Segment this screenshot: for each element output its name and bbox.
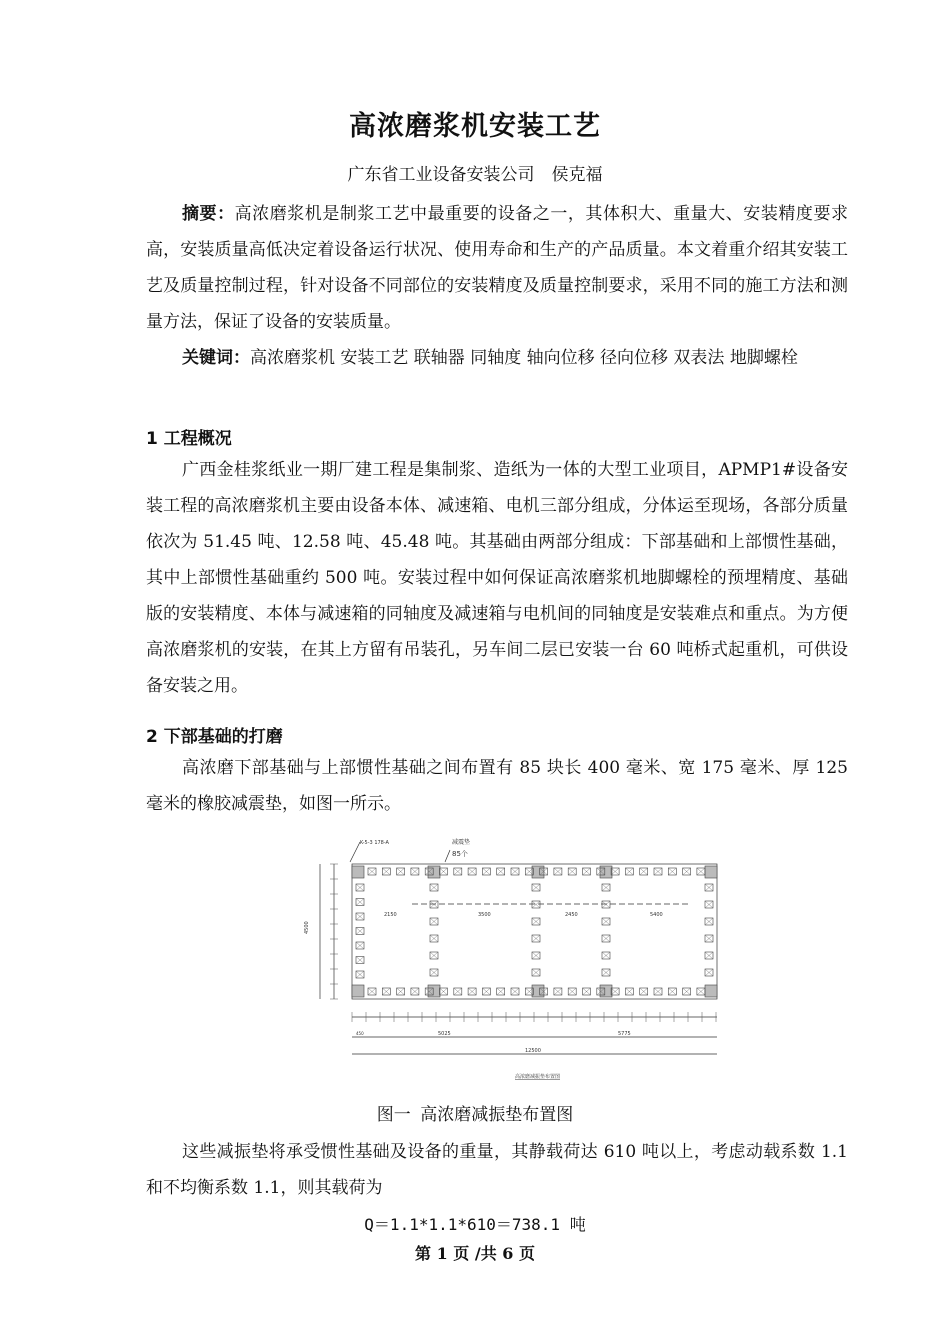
pad-bottom-cross [368, 988, 376, 995]
abstract-text: 高浓磨浆机是制浆工艺中最重要的设备之一，其体积大、重量大、安装精度要求高，安装质量高低决定着设备运行状况、使用寿命和生产的产品质量。本文着重介绍其安装工艺及质量控制过程，针对设备不同部位的安装精度及质量控制要求，采用不同的施工方法和测量方法，保证了设备的安装质量。 [146, 204, 849, 332]
pad-left-cross [356, 957, 364, 964]
section2-heading: 2 下部基础的打磨 [146, 727, 283, 747]
pad-inner-cross [705, 884, 713, 891]
ref-leader-line [350, 842, 360, 862]
pad-inner-cross [705, 901, 713, 908]
pad-bottom-cross [668, 988, 676, 995]
pad-top-cross [511, 868, 519, 875]
anchor-block [705, 985, 717, 997]
keywords-text: 高浓磨浆机 安装工艺 联轴器 同轴度 轴向位移 径向位移 双表法 地脚螺栓 [250, 348, 798, 368]
pad-top-cross [482, 868, 490, 875]
pad-inner-cross [532, 935, 540, 942]
pad-inner-cross [430, 918, 438, 925]
section1-paragraph: 广西金桂浆纸业一期厂建工程是集制浆、造纸为一体的大型工业项目，APMP1#设备安装工程的高浓磨浆机主要由设备本体、减速箱、电机三部分组成，分体运至现场，各部分质量依次为 51.45 吨、12.58 吨、45.48 吨。其基础由两部分组成：下部基础和上部惯性基础，其中上部惯性基础重约 500 吨。安装过程中如何保证高浓磨浆机地脚螺栓的预埋精度、基础版的安装精度、本体与减速箱的同轴度及减速箱与电机间的同轴度是安装难点和重点。为方便高浓磨浆机的安装，在其上方留有吊装孔，另车间二层已安装一台 60 吨桥式起重机，可供设备安装之用。 [146, 460, 848, 696]
pad-bottom-cross [397, 988, 405, 995]
drawing-title: 高浓磨减振垫布置图 [515, 1074, 561, 1080]
anchor-block [352, 985, 364, 997]
pad-inner-cross [705, 935, 713, 942]
pad-left-cross [356, 913, 364, 920]
pad-top-cross [497, 868, 505, 875]
pad-inner-cross [705, 918, 713, 925]
pad-label: 减震垫 [452, 839, 471, 846]
dim-label-2450: 2450 [565, 912, 578, 918]
pad-top-cross [640, 868, 648, 875]
pad-bottom-cross [697, 988, 705, 995]
pad-bottom-cross [583, 988, 591, 995]
pad-inner-cross [705, 969, 713, 976]
pad-inner-cross [602, 918, 610, 925]
figure-pad-layout [300, 832, 730, 1087]
pad-top-cross [654, 868, 662, 875]
pad-top-cross [382, 868, 390, 875]
pad-inner-cross [430, 901, 438, 908]
dim-label-2150: 2150 [384, 912, 397, 918]
pad-bottom-cross [411, 988, 419, 995]
pad-inner-cross [602, 901, 610, 908]
pad-inner-cross [705, 952, 713, 959]
pad-bottom-cross [468, 988, 476, 995]
pad-inner-cross [532, 918, 540, 925]
pad-bottom-cross [497, 988, 505, 995]
section1-heading: 1 工程概况 [146, 429, 232, 449]
pad-inner-cross [532, 901, 540, 908]
anchor-block [352, 866, 364, 878]
load-paragraph: 这些减振垫将承受惯性基础及设备的重量，其静载荷达 610 吨以上，考虑动载系数 1.1 和不均衡系数 1.1，则其载荷为 [146, 1142, 848, 1198]
pad-bottom-cross [568, 988, 576, 995]
pad-inner-cross [532, 884, 540, 891]
figure-caption: 图一 高浓磨减振垫布置图 [376, 1105, 574, 1125]
ref-label: K-5-3 178-A [360, 840, 389, 846]
pad-left-cross [356, 884, 364, 891]
dim-label-small: 450 [356, 1031, 364, 1036]
pad-top-cross [697, 868, 705, 875]
pad-top-cross [411, 868, 419, 875]
abstract-paragraph [146, 196, 848, 340]
pad-bottom-cross [440, 988, 448, 995]
pad-inner-cross [602, 935, 610, 942]
document-title: 高浓磨浆机安装工艺 [349, 111, 601, 142]
pad-bottom-cross [554, 988, 562, 995]
pad-inner-cross [430, 884, 438, 891]
pad-top-cross [468, 868, 476, 875]
dim-label-5775: 5775 [618, 1031, 631, 1037]
anchor-block [705, 866, 717, 878]
dim-label-total: 12500 [525, 1048, 541, 1054]
pad-top-cross [454, 868, 462, 875]
pad-bottom-cross [454, 988, 462, 995]
pad-top-cross [568, 868, 576, 875]
pad-top-cross [397, 868, 405, 875]
section2-paragraph: 高浓磨下部基础与上部惯性基础之间布置有 85 块长 400 毫米、宽 175 毫米、厚 125 毫米的橡胶减震垫，如图一所示。 [146, 758, 848, 814]
pad-bottom-cross [640, 988, 648, 995]
pad-layout-drawing [300, 832, 730, 1087]
pad-inner-cross [532, 969, 540, 976]
pad-bottom-cross [625, 988, 633, 995]
page-footer: 第 1 页 /共 6 页 [415, 1244, 535, 1263]
pad-inner-cross [602, 884, 610, 891]
pad-inner-cross [430, 969, 438, 976]
load-formula: Q＝1.1*1.1*610＝738.1 吨 [364, 1215, 586, 1234]
dim-label-5025: 5025 [438, 1031, 451, 1037]
pad-bottom-cross [654, 988, 662, 995]
pad-top-cross [583, 868, 591, 875]
keywords-paragraph [146, 340, 848, 376]
pad-top-cross [368, 868, 376, 875]
pad-top-cross [683, 868, 691, 875]
pad-top-cross [668, 868, 676, 875]
pad-inner-cross [602, 969, 610, 976]
pad-inner-cross [430, 952, 438, 959]
dim-label-3500: 3500 [478, 912, 491, 918]
author-line: 广东省工业设备安装公司 侯克福 [347, 165, 603, 185]
pad-count-label: 85个 [452, 850, 468, 858]
pad-top-cross [440, 868, 448, 875]
pad-top-cross [625, 868, 633, 875]
pad-top-cross [554, 868, 562, 875]
pad-bottom-cross [382, 988, 390, 995]
abstract-label: 摘要： [182, 204, 235, 224]
pad-left-cross [356, 928, 364, 935]
keywords-label: 关键词： [182, 348, 250, 368]
pad-left-cross [356, 942, 364, 949]
dim-label-height: 4500 [304, 921, 310, 934]
pad-leader-line [445, 850, 450, 862]
pad-bottom-cross [683, 988, 691, 995]
pad-left-cross [356, 899, 364, 906]
pad-inner-cross [602, 952, 610, 959]
dim-label-5400: 5400 [650, 912, 663, 918]
pad-bottom-cross [482, 988, 490, 995]
pad-inner-cross [430, 935, 438, 942]
pad-left-cross [356, 971, 364, 978]
pad-bottom-cross [511, 988, 519, 995]
pad-inner-cross [532, 952, 540, 959]
